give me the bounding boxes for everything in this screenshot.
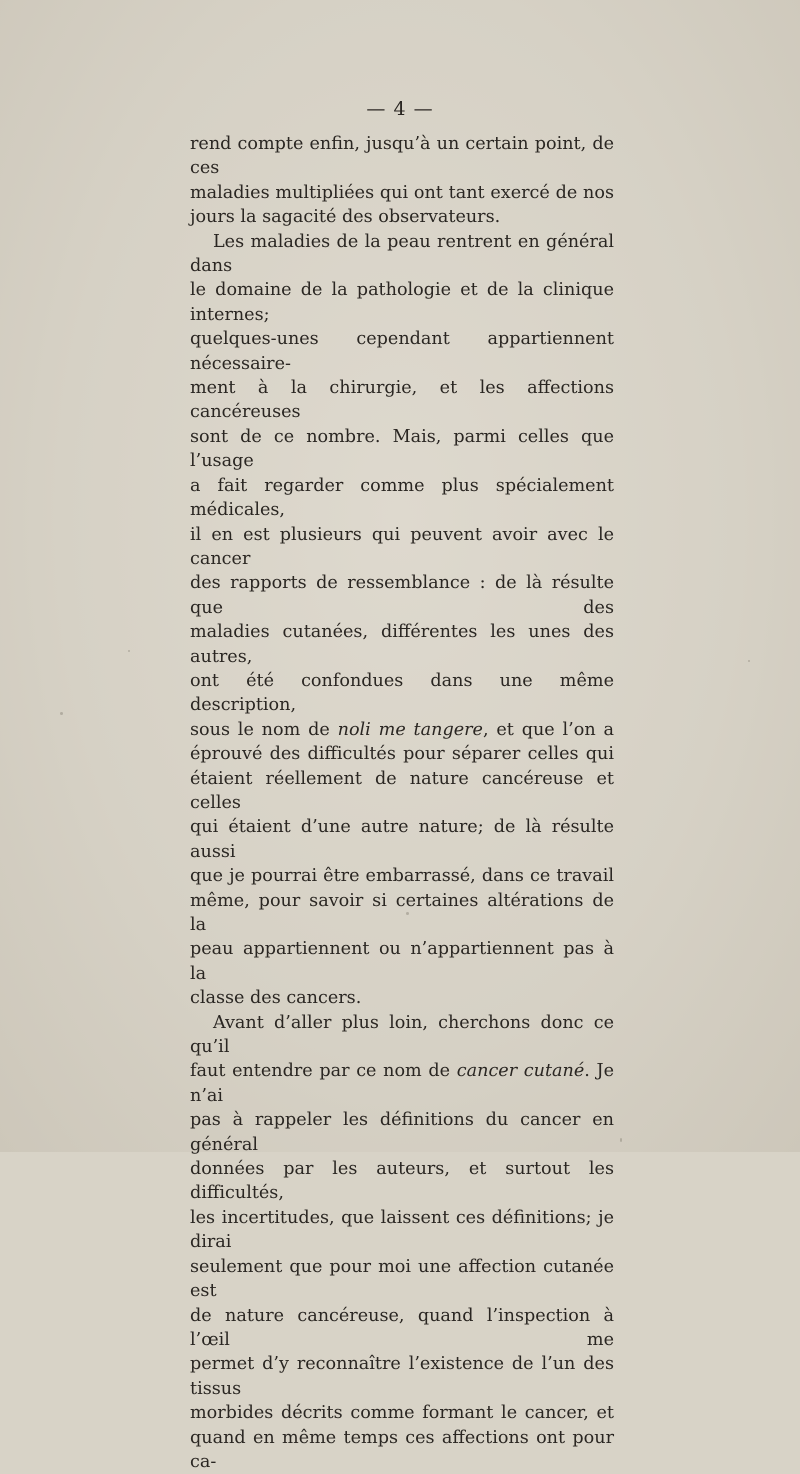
line: Les maladies de la peau rentrent en général dans	[190, 231, 614, 277]
line: quand en même temps ces affections ont pour ca-	[190, 1427, 614, 1472]
line: ment à la chirurgie, et les affections cancéreuses	[190, 378, 614, 423]
paper-speck	[406, 912, 409, 915]
line: qui étaient d’une autre nature; de là résulte aussi	[190, 817, 614, 862]
italic-term: noli me tangere	[337, 719, 483, 740]
line: maladies multipliées qui ont tant exercé de nos	[190, 182, 614, 203]
line	[190, 718, 614, 742]
line: données par les auteurs, et surtout les difficultés,	[190, 1159, 614, 1204]
line: éprouvé des difficultés pour séparer celles qui	[190, 744, 614, 765]
line: maladies cutanées, différentes les unes des autres,	[190, 622, 614, 667]
line: il en est plusieurs qui peuvent avoir avec le cancer	[190, 524, 614, 569]
paper-speck	[128, 650, 130, 652]
line-text: . Je n’ai	[190, 1061, 615, 1106]
line-text: , et que l’on a	[482, 719, 614, 740]
line: quelques-unes cependant appartiennent nécessaire-	[190, 329, 614, 374]
line: ont été confondues dans une même description,	[190, 670, 614, 716]
line: sont de ce nombre. Mais, parmi celles que l’usage	[190, 426, 614, 472]
body-text	[190, 132, 614, 1474]
italic-term: cancer cutané	[456, 1061, 585, 1082]
paper-speck	[748, 660, 750, 662]
line: jours la sagacité des observateurs.	[190, 207, 501, 228]
line: seulement que pour moi une affection cutanée est	[190, 1256, 614, 1302]
line: classe des cancers.	[190, 988, 362, 1009]
line-text: faut entendre par ce nom de	[190, 1061, 457, 1082]
line: peau appartiennent ou n’appartiennent pas à la	[190, 939, 614, 984]
line: pas à rappeler les définitions du cancer en général	[190, 1110, 614, 1155]
line-text: sous le nom de	[190, 719, 338, 740]
line: le domaine de la pathologie et de la clinique internes;	[190, 280, 614, 325]
line: morbides décrits comme formant le cancer, et	[190, 1403, 614, 1424]
line: même, pour savoir si certaines altérations de la	[190, 890, 614, 935]
line	[190, 1059, 614, 1108]
line: Avant d’aller plus loin, cherchons donc ce qu’il	[190, 1012, 614, 1058]
line: que je pourrai être embarrassé, dans ce travail	[190, 866, 614, 887]
line: des rapports de ressemblance : de là résulte que des	[190, 573, 614, 618]
line: a fait regarder comme plus spécialement médicales,	[190, 475, 614, 521]
line: les incertitudes, que laissent ces définitions; je dirai	[190, 1207, 614, 1253]
line: permet d’y reconnaître l’existence de l’un des tissus	[190, 1354, 614, 1399]
line: de nature cancéreuse, quand l’inspection à l’œil me	[190, 1305, 614, 1350]
paper-speck	[620, 1138, 622, 1142]
page-number: — 4 —	[366, 98, 434, 120]
line: étaient réellement de nature cancéreuse et celles	[190, 768, 614, 813]
paper-speck	[60, 712, 63, 715]
line: rend compte enfin, jusqu’à un certain point, de ces	[190, 134, 614, 179]
